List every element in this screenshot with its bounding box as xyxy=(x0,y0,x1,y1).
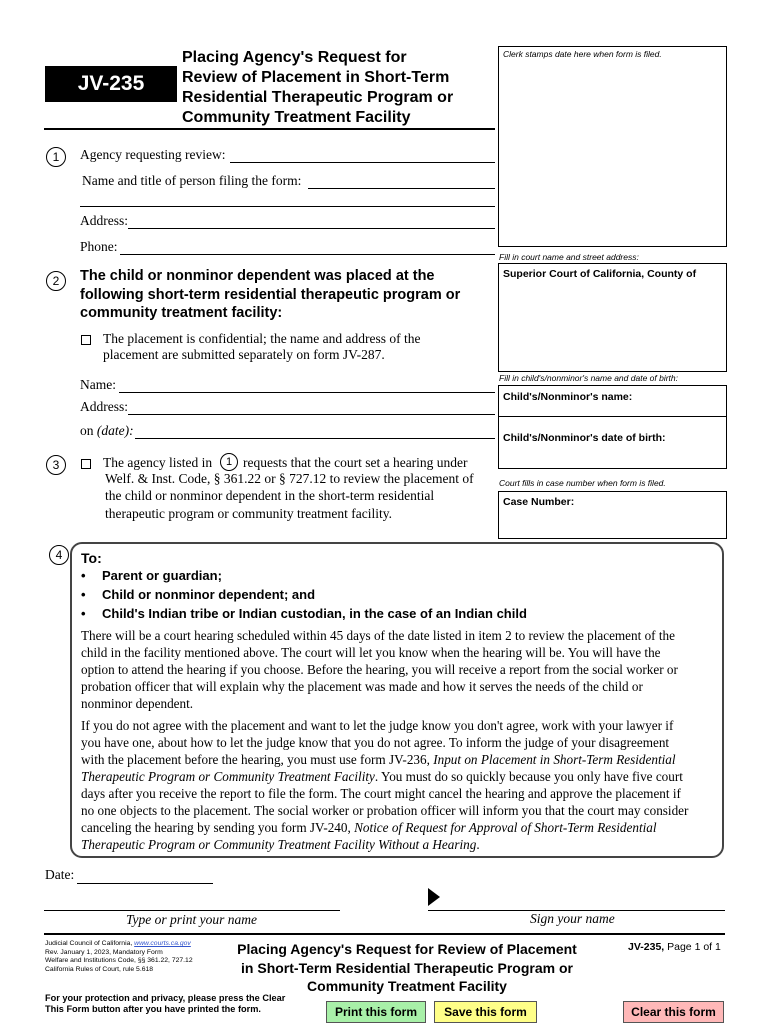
clear-form-button[interactable]: Clear this form xyxy=(623,1001,724,1023)
address-field[interactable] xyxy=(128,228,495,229)
form-id: JV-235 xyxy=(77,72,145,95)
item-3-text-b: requests that the court set a hearing under xyxy=(243,455,468,470)
item-3-line-3: the child or nonminor dependent in the short-term residential xyxy=(105,488,435,503)
court-hint: Fill in court name and street address: xyxy=(499,252,639,262)
item-3-line-2: Welf. & Inst. Code, § 361.22 or § 727.12 to review the placement of xyxy=(105,471,474,486)
footer-page: JV-235, Page 1 of 1 xyxy=(628,941,721,953)
agency-field[interactable] xyxy=(230,162,495,163)
person-field-2[interactable] xyxy=(80,206,495,207)
confidential-checkbox[interactable] xyxy=(81,335,91,345)
footer-title: Placing Agency's Request for Review of Placement in Short-Term Residential Therapeutic Program or Community Treatment Facility xyxy=(237,941,577,994)
item-2-heading: The child or nonminor dependent was placed at the following short-term residential therapeutic program or community treatment facility: xyxy=(80,268,461,321)
court-name-box[interactable]: Superior Court of California, County of xyxy=(498,263,727,372)
item-3-line-4: therapeutic program or community treatment facility. xyxy=(105,506,393,521)
child-hint: Fill in child's/nonminor's name and date of birth: xyxy=(499,373,679,383)
case-number-box[interactable]: Case Number: xyxy=(498,491,727,539)
facility-address-label: Address: xyxy=(80,399,128,414)
print-name-label: Type or print your name xyxy=(126,912,257,927)
item-3-ref-number: 1 xyxy=(220,453,238,471)
print-form-button[interactable]: Print this form xyxy=(326,1001,426,1023)
sign-here-arrow-icon xyxy=(428,888,440,906)
notice-paragraph-2: If you do not agree with the placement and want to let the judge know you don't agree, work with your lawyer if you have one, about how to let the judge know that you do not agree. To inform the judge of your disagreement with the placement before the hearing, you must use form JV-236, Input on Placement in Short-Term Residential Therapeutic Program or Community Treatment Facility. You must do so quickly because you only have five court days after you receive the report to file the form. The court might cancel the hearing and approve the placement if no one objects to the placement. The social worker or probation officer will inform you that the court may consider canceling the hearing by sending you form JV-240, Notice of Request for Approval of Short-Term Residential Therapeutic Program or Community Treatment Facility Without a Hearing. xyxy=(81,718,689,852)
item-3-text-a: The agency listed in xyxy=(103,455,213,470)
item-1-number: 1 xyxy=(46,147,66,167)
notice-paragraph-1: There will be a court hearing scheduled within 45 days of the date listed in item 2 to review the placement of the child in the facility mentioned above. The court will let you know when the hearing will be. You will have the option to attend the hearing if you choose. Before the hearing, you will receive a report from the social worker or probation officer that will explain why the placement was made and how it serves the needs of the child or nonminor dependent. xyxy=(81,628,678,711)
header-rule xyxy=(44,128,495,130)
placement-date-field[interactable] xyxy=(135,438,495,439)
case-hint: Court fills in case number when form is filed. xyxy=(499,478,666,488)
confidential-text-2: placement are submitted separately on form JV-287. xyxy=(103,347,385,362)
address-label: Address: xyxy=(80,213,128,228)
notice-bullet-3: • Child's Indian tribe or Indian custodian, in the case of an Indian child xyxy=(81,606,527,621)
person-field[interactable] xyxy=(308,188,495,189)
notice-to: To: xyxy=(81,550,102,566)
agency-label: Agency requesting review: xyxy=(80,147,226,162)
phone-field[interactable] xyxy=(120,254,495,255)
print-name-field[interactable] xyxy=(44,910,340,911)
notice-bullet-2: • Child or nonminor dependent; and xyxy=(81,587,316,602)
signature-label: Sign your name xyxy=(530,911,615,926)
item-2-number: 2 xyxy=(46,271,66,291)
facility-name-label: Name: xyxy=(80,377,116,392)
facility-address-field[interactable] xyxy=(128,414,495,415)
person-label: Name and title of person filing the form: xyxy=(82,173,302,188)
website-link[interactable]: www.courts.ca.gov xyxy=(134,940,191,947)
footer-rule xyxy=(44,933,725,935)
clerk-stamp-box[interactable]: Clerk stamps date here when form is filed. xyxy=(498,46,727,247)
facility-name-field[interactable] xyxy=(119,392,495,393)
item-3-number: 3 xyxy=(46,455,66,475)
date-label: Date: xyxy=(45,867,75,882)
footer-legal: Judicial Council of California, www.courts.ca.gov Rev. January 1, 2023, Mandatory Form Welfare and Institutions Code, §§ 361.22, 727.12 California Rules of Court, rule 5.618 xyxy=(45,940,193,973)
notice-bullet-1: • Parent or guardian; xyxy=(81,568,222,583)
placement-date-label: on (date): xyxy=(80,423,134,438)
form-id-badge xyxy=(45,66,177,102)
confidential-text-1: The placement is confidential; the name and address of the xyxy=(103,331,421,346)
form-title: Placing Agency's Request for Review of Placement in Short-Term Residential Therapeutic Program or Community Treatment Facility xyxy=(182,49,454,126)
save-form-button[interactable]: Save this form xyxy=(434,1001,537,1023)
date-field[interactable] xyxy=(77,883,213,884)
privacy-note: For your protection and privacy, please press the Clear This Form button after you have printed the form. xyxy=(45,993,286,1014)
item-4-number: 4 xyxy=(49,545,69,565)
hearing-request-checkbox[interactable] xyxy=(81,459,91,469)
child-info-box[interactable]: Child's/Nonminor's name: Child's/Nonminor's date of birth: xyxy=(498,385,727,469)
phone-label: Phone: xyxy=(80,239,118,254)
